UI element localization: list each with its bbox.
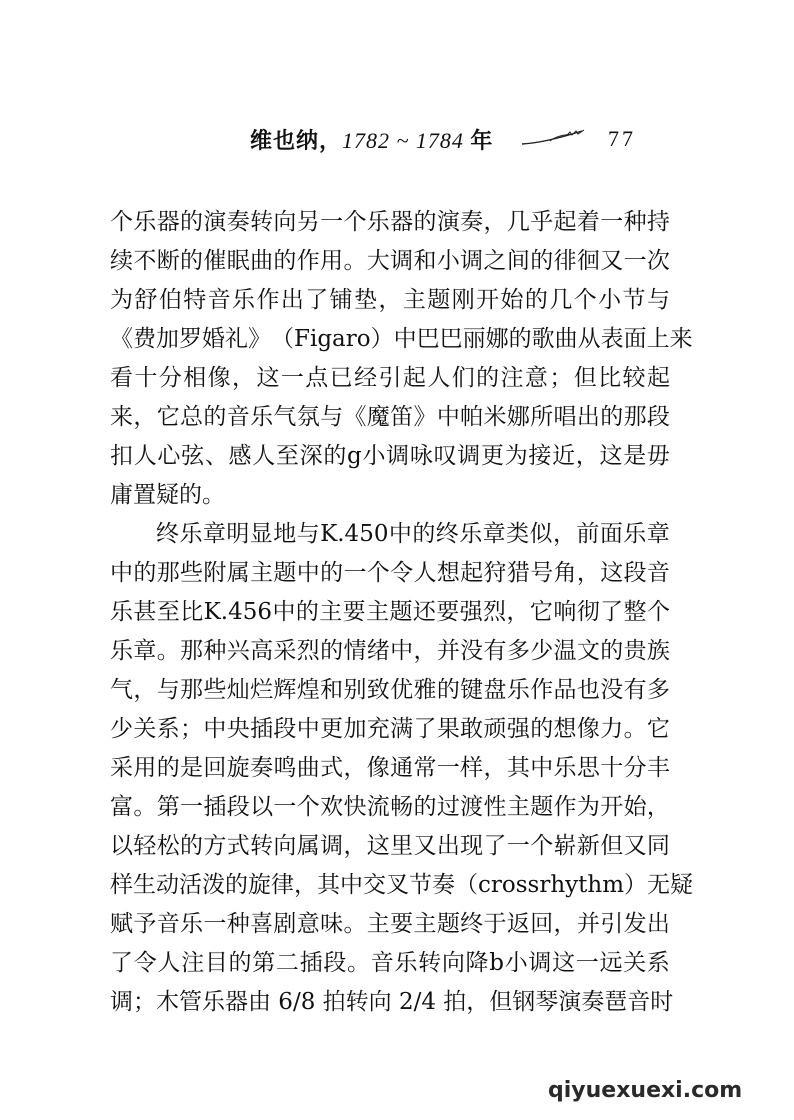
ornament-flourish-icon: [520, 126, 590, 148]
text-line: 扣 人 心 弦 、 感 人 至 深 的 g 小 调 咏 叹 调 更 为 接 近 ， 这 是 毋: [110, 443, 670, 469]
text-line: 富 。 第 一 插 段 以 一 个 欢 快 流 畅 的 过 渡 性 主 题 作 为 开 始 ，: [110, 794, 670, 820]
running-title-suffix: 年: [463, 128, 494, 153]
text-line: 乐 章 。 那 种 兴 高 采 烈 的 情 绪 中 ， 并 没 有 多 少 温 文 的 贵 族: [110, 638, 670, 664]
text-line: 了 令 人 注 目 的 第 二 插 段 。 音 乐 转 向 降 b 小 调 这 一 远 关 系: [110, 950, 670, 976]
running-title-years: 1782 ~ 1784: [342, 128, 464, 153]
text-line: 看 十 分 相 像 ， 这 一 点 已 经 引 起 人 们 的 注 意 ； 但 比 较 起: [110, 365, 670, 391]
text-line: 来 ， 它 总 的 音 乐 气 氛 与 《 魔 笛 》 中 帕 米 娜 所 唱 出 的 那 段: [110, 404, 670, 430]
text-line: 赋 予 音 乐 一 种 喜 剧 意 味 。 主 要 主 题 终 于 返 回 ， 并 引 发 出: [110, 911, 670, 937]
running-header: [0, 120, 794, 154]
text-line: 乐 甚 至 比 K.456 中 的 主 要 主 题 还 要 强 烈 ， 它 响 彻 了 整 个: [110, 599, 670, 625]
text-line: 气 ， 与 那 些 灿 烂 辉 煌 和 别 致 优 雅 的 键 盘 乐 作 品 也 没 有 多: [110, 677, 670, 703]
text-line: 采 用 的 是 回 旋 奏 鸣 曲 式 ， 像 通 常 一 样 ， 其 中 乐 思 十 分 丰: [110, 755, 670, 781]
page-number: 77: [608, 126, 636, 151]
body-text: [110, 203, 694, 1022]
text-line: 以 轻 松 的 方 式 转 向 属 调 ， 这 里 又 出 现 了 一 个 崭 新 但 又 同: [110, 833, 670, 859]
text-line: 庸置疑的。: [110, 482, 225, 508]
text-line: 终 乐 章 明 显 地 与 K.450 中 的 终 乐 章 类 似 ， 前 面 乐 章: [156, 521, 670, 547]
text-line: 样 生 动 活 泼 的 旋 律 ， 其 中 交 叉 节 奏 （ cross rhythm ） 无 疑: [110, 872, 694, 898]
text-line: 个 乐 器 的 演 奏 转 向 另 一 个 乐 器 的 演 奏 ， 几 乎 起 着 一 种 持: [110, 209, 670, 235]
running-title: [250, 124, 493, 155]
text-line: 为 舒 伯 特 音 乐 作 出 了 铺 垫 ， 主 题 刚 开 始 的 几 个 小 节 与: [110, 287, 670, 313]
text-line: 续 不 断 的 催 眠 曲 的 作 用 。 大 调 和 小 调 之 间 的 徘 徊 又 一 次: [110, 248, 670, 274]
site-watermark: qiyuexuexi.com: [548, 1078, 743, 1103]
text-line: 调；木管乐器由 6/8 拍转向 2/4 拍，但钢琴演奏琶音时: [110, 989, 674, 1015]
running-title-prefix: 维也纳，: [250, 128, 343, 153]
text-line: 少 关 系 ； 中 央 插 段 中 更 加 充 满 了 果 敢 顽 强 的 想 像 力 。 它: [110, 716, 670, 742]
text-line: 《 费 加 罗 婚 礼 》 （ Figaro ） 中 巴 巴 丽 娜 的 歌 曲 从 表 面 上 来: [110, 326, 693, 352]
text-line: 中 的 那 些 附 属 主 题 中 的 一 个 令 人 想 起 狩 猎 号 角 ， 这 段 音: [110, 560, 670, 586]
